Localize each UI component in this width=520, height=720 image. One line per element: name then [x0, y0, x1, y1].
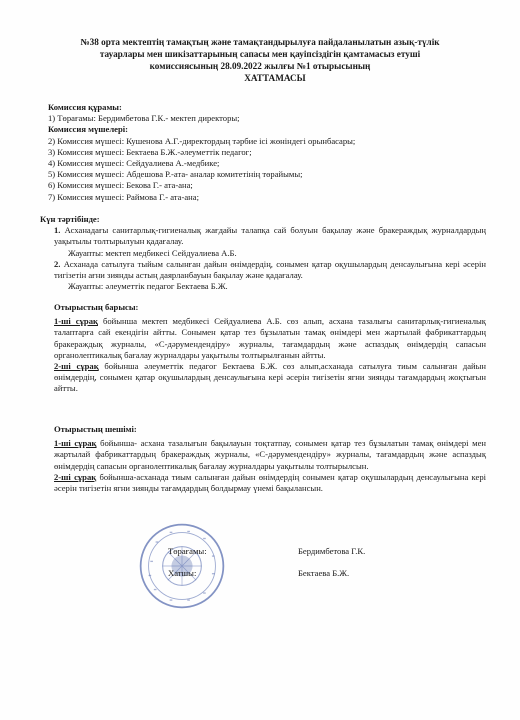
proceedings-section [40, 302, 486, 395]
chair-name: Бердимбетова Г.К. [298, 546, 366, 556]
member-item: 4) Комиссия мүшесі: Сейдуалиева А.-медбике; [48, 158, 220, 169]
commission-section [48, 102, 488, 203]
decision-q2-text: бойынша-асханада тиым салынған дайын өнімдердің сонымен қатар оқушылардың денсаулығына кері әсерін тигізетін ягни зиянды тағамдардың болдырмау үнемі бақылансын. [54, 471, 487, 494]
document-title [20, 36, 500, 84]
agenda-item-2-text: Асханада сатылуға тыйым салынған дайын өнімдердің, сонымен қатар оқушылардың денсаулығына кері әсерін тигізетін ағни зиянды астың даярланбауын бақылау және қадағалау. [54, 258, 486, 281]
members-heading: Комиссия мүшелері: [48, 124, 129, 135]
agenda-section [40, 214, 486, 292]
decision-q1 [40, 438, 486, 472]
agenda-item-1-number: 1. [54, 225, 61, 236]
official-stamp [138, 522, 226, 610]
decision-q1-text: бойынша- асхана тазалығын бақылауын тоқтатпау, сонымен қатар тез бұзылатын тамақ өнімдері мен жартылай фабрикаттардың бракераждық журналы, «С-дәрумендендіру» журналы, тағамдардың және аспаздық өнімдердің сапасын органолептикалық бағалау журналдары уақытылы толтырылсын. [54, 438, 486, 471]
member-item: 5) Комиссия мүшесі: Абдешова Р.-ата- аналар комитетінің төрайымы; [48, 169, 303, 180]
proceedings-q1-label: 1-ші сұрақ [54, 316, 98, 327]
commission-chair: 1) Төрағамы: Бердимбетова Г.К.- мектеп директоры; [48, 113, 240, 124]
agenda-item-1-text: Асханадағы санитарлық-гигиеналық жағдайы талапқа сай болуын бақылау және бракераждық журналдардың уақытылы толтырылуын қадағалау. [54, 225, 486, 247]
proceedings-q1 [40, 316, 486, 361]
decision-heading: Отырыстың шешімі: [54, 424, 137, 434]
proceedings-q1-text: бойынша мектеп медбикесі Сейдуалиева А.Б. сөз алып, асхана тазалығы санитарлық-гигиеналық талаптарға сай екендігін айтты. Сонымен қатар тез бұзылатын тамақ өнімдері мен жартылай фабрикаттардың бракераждық журналы, «С-дәрумендендіру» журналы, тағамдардың және аспаздық өнімдердің сапасын органолептикалық бағалау журналдары уақытылы толтырылғанын айтты. [54, 316, 486, 360]
member-item: 6) Комиссия мүшесі: Бекова Г.- ата-ана; [48, 180, 193, 191]
secretary-name: Бектаева Б.Ж. [298, 568, 350, 578]
member-item: 7) Комиссия мүшесі: Раймова Г.- ата-ана; [48, 191, 199, 202]
title-line-4: ХАТТАМАСЫ [244, 73, 306, 83]
secretary-label: Хатшы: [168, 568, 197, 578]
title-line-3: комиссиясының 28.09.2022 жылғы №1 отырысының [149, 61, 371, 71]
decision-section [40, 424, 486, 494]
title-line-2: тауарлары мен шикізаттарының сапасы мен қауіпсіздігін қамтамасыз етуші [99, 49, 421, 59]
proceedings-q2-label: 2-ші сұрақ [54, 361, 99, 372]
agenda-item-1-responsible: Жауапты: мектеп медбикесі Сейдуалиева А.Б. [68, 247, 237, 258]
decision-q2-label: 2-ші сұрақ [54, 471, 97, 482]
title-line-1: №38 орта мектептің тамақтың және тамақтандырылуға пайдаланылатын азық-түлік [80, 37, 440, 47]
member-item: 2) Комиссия мүшесі: Кушенова А.Г.-директордың тәрбие ісі жөніндегі орынбасары; [48, 135, 356, 146]
agenda-item-2-number: 2. [54, 258, 61, 269]
agenda-item-2 [40, 259, 486, 281]
proceedings-q2-text: бойынша әлеуметтік педагог Бектаева Б.Ж. сөз алып,асханада сатылуға тиым салынған дайын өнімдердің, сонымен қатар оқушылардың денсаулығына кері әсерін тигізетін ягни зиянды тағамдардың жоқтығын айтты. [54, 361, 486, 394]
proceedings-heading: Отырыстың барысы: [54, 302, 139, 312]
member-item: 3) Комиссия мүшесі: Бектаева Б.Ж.-әлеуметтік педагог; [48, 146, 252, 157]
agenda-item-1 [40, 225, 486, 247]
decision-q2 [40, 472, 486, 494]
proceedings-q2 [40, 361, 486, 395]
chair-label: Төрағамы: [168, 546, 207, 556]
decision-q1-label: 1-ші сұрақ [54, 438, 97, 449]
commission-heading: Комиссия құрамы: [48, 102, 122, 112]
agenda-heading: Күн тәртібінде: [40, 214, 100, 224]
agenda-item-2-responsible: Жауапты: әлеуметтік педагог Бектаева Б.Ж. [68, 281, 228, 292]
